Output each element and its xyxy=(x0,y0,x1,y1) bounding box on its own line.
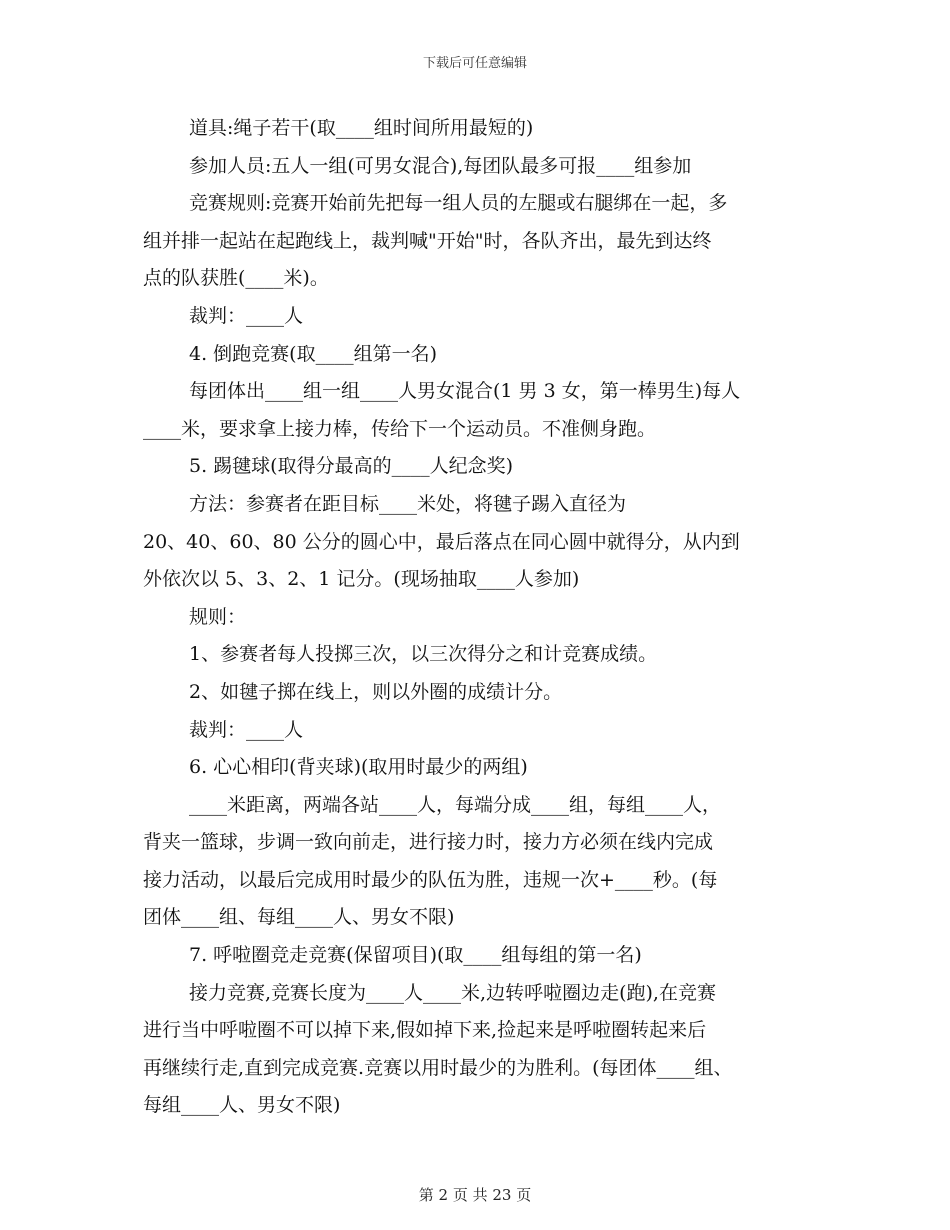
paragraph-line: 团体____组、每组____人、男女不限) xyxy=(143,906,455,929)
page-footer: 第 2 页 共 23 页 xyxy=(418,1186,532,1204)
section-heading: 6. 心心相印(背夹球)(取用时最少的两组) xyxy=(189,756,528,779)
paragraph-line: 规则： xyxy=(189,605,247,628)
page-header: 下载后可任意编辑 xyxy=(422,56,527,71)
section-heading: 5. 踢毽球(取得分最高的____人纪念奖) xyxy=(189,455,513,478)
paragraph-line: 接力活动，以最后完成用时最少的队伍为胜，违规一次+____秒。(每 xyxy=(143,868,718,891)
paragraph-line: 再继续行走,直到完成竞赛.竞赛以用时最少的为胜利。(每团体____组、 xyxy=(143,1056,733,1079)
paragraph-line: 裁判：____人 xyxy=(189,718,304,741)
section-heading: 4. 倒跑竞赛(取____组第一名) xyxy=(189,342,437,365)
paragraph-line: 道具:绳子若干(取____组时间所用最短的) xyxy=(189,117,534,139)
paragraph-line: 方法：参赛者在距目标____米处，将毽子踢入直径为 xyxy=(189,492,627,515)
paragraph-line: 参加人员:五人一组(可男女混合),每团队最多可报____组参加 xyxy=(189,154,692,177)
paragraph-line: 竞赛规则:竞赛开始前先把每一组人员的左腿或右腿绑在一起，多 xyxy=(189,192,728,215)
paragraph-line: 每组____人、男女不限) xyxy=(143,1094,341,1117)
paragraph-line: 组并排一起站在起跑线上，裁判喊"开始"时，各队齐出，最先到达终 xyxy=(143,229,712,252)
paragraph-line: 进行当中呼啦圈不可以掉下来,假如掉下来,捡起来是呼啦圈转起来后 xyxy=(143,1019,707,1042)
paragraph-line: 背夹一篮球，步调一致向前走，进行接力时，接力方必须在线内完成 xyxy=(143,831,714,854)
section-heading: 7. 呼啦圈竞走竞赛(保留项目)(取____组每组的第一名) xyxy=(189,944,642,967)
paragraph-line: 接力竞赛,竞赛长度为____人____米,边转呼啦圈边走(跑),在竞赛 xyxy=(189,981,716,1004)
paragraph-line: 外依次以 5、3、2、1 记分。(现场抽取____人参加) xyxy=(143,568,580,591)
list-item: 2、如毽子掷在线上，则以外圈的成绩计分。 xyxy=(189,680,563,703)
document-body xyxy=(143,110,808,1125)
paragraph-line: 每团体出____组一组____人男女混合(1 男 3 女，第一棒男生)每人 xyxy=(189,380,741,403)
paragraph-line: 裁判：____人 xyxy=(189,304,304,327)
list-item: 1、参赛者每人投掷三次，以三次得分之和计竞赛成绩。 xyxy=(189,643,658,666)
paragraph-line: 20、40、60、80 公分的圆心中，最后落点在同心圆中就得分，从内到 xyxy=(143,530,740,553)
paragraph-line: 点的队获胜(____米)。 xyxy=(143,267,329,290)
paragraph-line: ____米距离，两端各站____人，每端分成____组，每组____人， xyxy=(189,793,722,816)
paragraph-line: ____米，要求拿上接力棒，传给下一个运动员。不准侧身跑。 xyxy=(143,417,657,440)
